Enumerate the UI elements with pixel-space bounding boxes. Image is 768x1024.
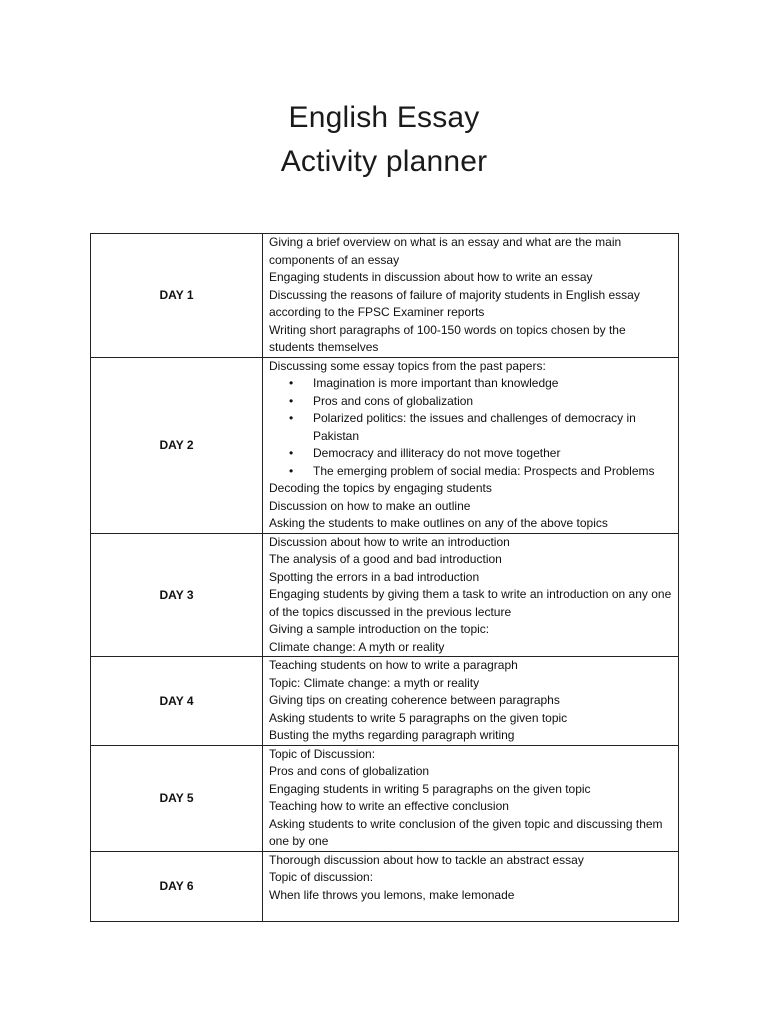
- activity-line: Discussing some essay topics from the past papers:: [269, 358, 546, 373]
- bullet-icon: •: [289, 393, 294, 408]
- activity-line: Asking students to write conclusion of the given topic and discussing them one by one: [269, 816, 663, 848]
- list-item: • Polarized politics: the issues and challenges of democracy in Pakistan: [289, 411, 636, 443]
- activity-line: When life throws you lemons, make lemonade: [269, 887, 515, 902]
- activity-line: Engaging students by giving them a task to write an introduction on any one of the topics discussed in the previous lecture: [269, 587, 672, 619]
- activity-line: Climate change: A myth or reality: [269, 639, 445, 654]
- day-activities: [263, 745, 679, 851]
- activity-line: Writing short paragraphs of 100-150 words on topics chosen by the students themselves: [269, 322, 626, 354]
- activity-planner-table: [90, 233, 679, 922]
- activity-line: Spotting the errors in a bad introduction: [269, 569, 480, 584]
- day-activities: [263, 357, 679, 533]
- activity-line: Decoding the topics by engaging students: [269, 481, 492, 495]
- day-label: DAY 5: [91, 745, 263, 851]
- activity-line: Giving a brief overview on what is an essay and what are the main components of an essay: [269, 235, 622, 267]
- activity-line: Asking students to write 5 paragraphs on the given topic: [269, 710, 568, 725]
- activity-line: Engaging students in discussion about how to write an essay: [269, 270, 593, 284]
- day-label: DAY 2: [91, 357, 263, 533]
- activity-line: Topic of Discussion:: [269, 746, 376, 761]
- day-label: DAY 3: [91, 533, 263, 657]
- bullet-icon: •: [289, 463, 294, 478]
- activity-line: Discussion about how to write an introduction: [269, 534, 510, 549]
- activity-line: Teaching how to write an effective conclusion: [269, 799, 509, 813]
- day-label: DAY 4: [91, 657, 263, 746]
- title-line-1: English Essay: [288, 101, 480, 134]
- list-item: • Democracy and illiteracy do not move together: [269, 445, 674, 463]
- activity-line: Teaching students on how to write a paragraph: [269, 658, 518, 672]
- table-row-day-3: [91, 533, 679, 657]
- day-activities: [263, 533, 679, 657]
- activity-line: Discussing the reasons of failure of majority students in English essay according to the FPSC Examiner reports: [269, 287, 640, 319]
- day-label: DAY 6: [91, 851, 263, 921]
- day-activities: [263, 234, 679, 358]
- bullet-icon: •: [289, 446, 294, 460]
- bullet-icon: •: [289, 376, 294, 390]
- activity-line: Busting the myths regarding paragraph writing: [269, 728, 515, 742]
- activity-line: Pros and cons of globalization: [269, 764, 430, 778]
- bullet-icon: •: [289, 411, 294, 425]
- list-item: • The emerging problem of social media: Prospects and Problems: [269, 463, 674, 481]
- table-row-day-4: [91, 657, 679, 746]
- activity-line: Discussion on how to make an outline: [269, 498, 471, 513]
- activity-line: Giving tips on creating coherence between paragraphs: [269, 693, 560, 707]
- activity-line: Thorough discussion about how to tackle an abstract essay: [269, 852, 584, 867]
- activity-line: Topic: Climate change: a myth or reality: [269, 675, 480, 690]
- table-row-day-6: [91, 851, 679, 921]
- list-item: • Imagination is more important than knowledge: [269, 375, 674, 393]
- title-line-2: Activity planner: [280, 145, 488, 178]
- table-row-day-5: [91, 745, 679, 851]
- activity-line: Topic of discussion:: [269, 870, 374, 884]
- activity-line: Giving a sample introduction on the topic:: [269, 622, 490, 636]
- list-item: • Pros and cons of globalization: [269, 393, 674, 411]
- topic-list: [269, 375, 674, 480]
- day-label: DAY 1: [91, 234, 263, 358]
- day-activities: [263, 657, 679, 746]
- table-row-day-2: [91, 357, 679, 533]
- table-row-day-1: [91, 234, 679, 358]
- activity-line: Asking the students to make outlines on any of the above topics: [269, 516, 608, 530]
- activity-line: The analysis of a good and bad introduction: [269, 552, 502, 566]
- day-activities: [263, 851, 679, 921]
- activity-line: Engaging students in writing 5 paragraphs on the given topic: [269, 781, 591, 796]
